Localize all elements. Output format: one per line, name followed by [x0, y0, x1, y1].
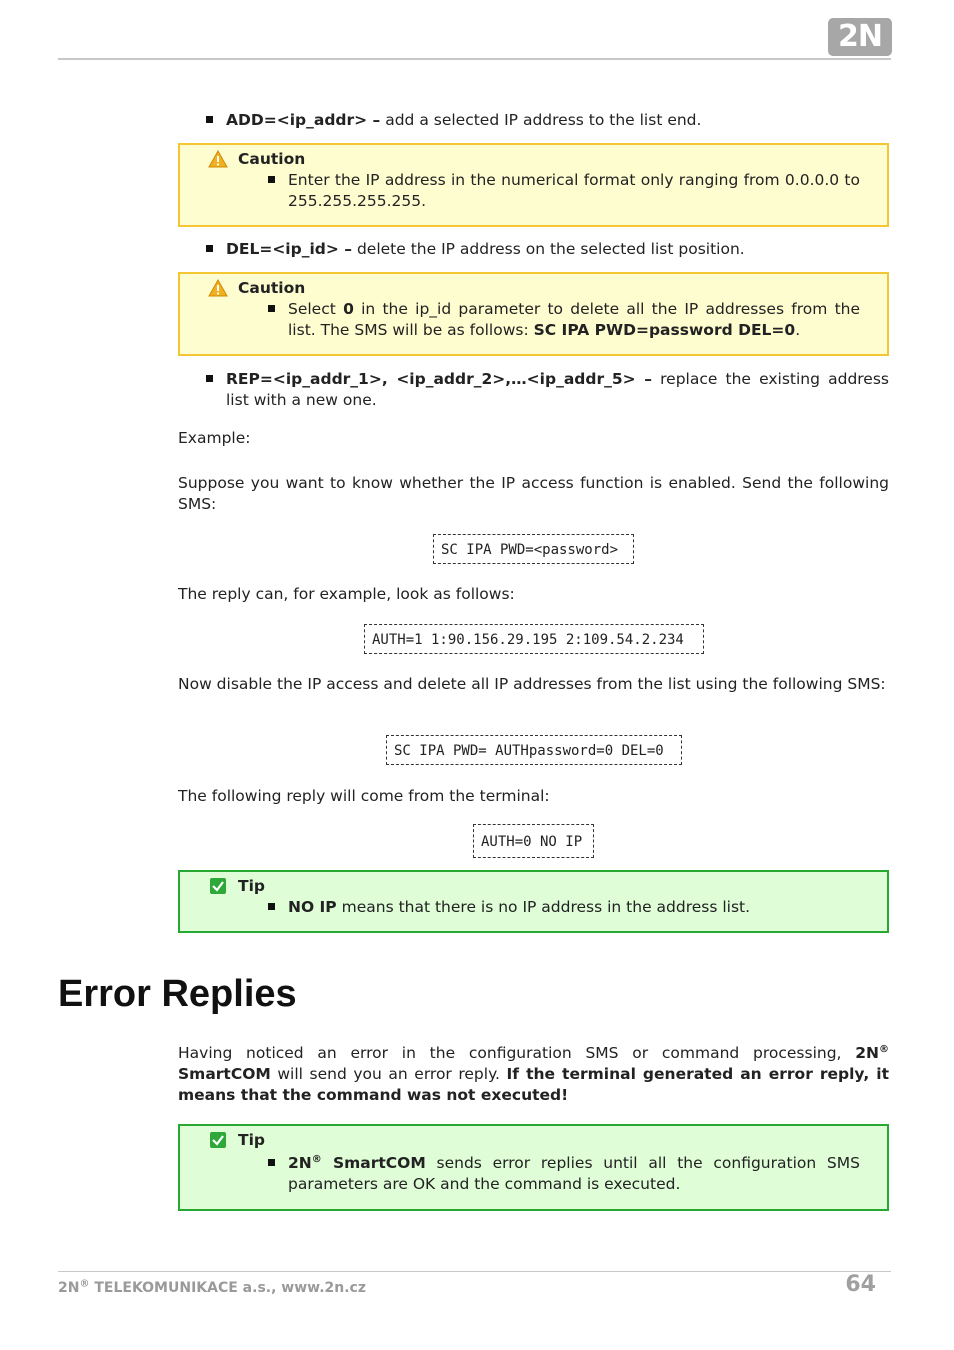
example-paragraph: The following reply will come from the terminal: — [178, 787, 550, 805]
caution-text: Select — [288, 300, 344, 318]
caution-title: Caution — [238, 150, 306, 168]
command-key: DEL=<ip_id> – — [226, 240, 353, 258]
bullet-square-icon — [206, 245, 213, 252]
bullet-square-icon — [268, 176, 275, 183]
code-block: AUTH=0 NO IP — [473, 824, 594, 858]
list-item-del — [206, 239, 889, 260]
tip-title: Tip — [238, 1131, 265, 1149]
command-description: delete the IP address on the selected list position. — [352, 240, 745, 258]
paragraph-text: Having noticed an error in the configuration SMS or command processing, — [178, 1044, 856, 1062]
caution-text: in the ip_id parameter to delete all the IP addresses from the list. The SMS will be as follows: — [288, 300, 860, 339]
company-info: TELEKOMUNIKACE a.s., www.2n.cz — [89, 1280, 366, 1296]
caution-box — [178, 272, 889, 356]
code-block: SC IPA PWD= AUTHpassword=0 DEL=0 — [386, 735, 682, 765]
paragraph-bold-text: If the terminal generated an error reply, it means that the command was not executed! — [178, 1065, 889, 1104]
tip-text: sends error replies until all the configuration SMS parameters are OK and the command is executed. — [288, 1154, 860, 1193]
command-description: replace the existing address list with a new one. — [226, 370, 889, 409]
caution-title: Caution — [238, 279, 306, 297]
tip-box — [178, 1124, 889, 1211]
registered-mark: ® — [879, 1043, 889, 1055]
example-label: Example: — [178, 429, 251, 447]
footer-company — [58, 1280, 366, 1296]
page-number: 64 — [845, 1272, 876, 1297]
checkmark-icon — [208, 877, 228, 895]
registered-mark: ® — [79, 1278, 90, 1290]
bullet-square-icon — [268, 903, 275, 910]
command-key: REP=<ip_addr_1>, <ip_addr_2>,…<ip_addr_5> – — [226, 370, 652, 388]
caution-item — [268, 170, 860, 212]
brand-name: 2N — [58, 1280, 80, 1296]
bullet-square-icon — [268, 305, 275, 312]
example-paragraph: The reply can, for example, look as follows: — [178, 585, 515, 603]
caution-text: Enter the IP address in the numerical format only ranging from 0.0.0.0 to 255.255.255.255. — [288, 171, 860, 210]
code-block: SC IPA PWD=<password> — [433, 534, 634, 564]
tip-title: Tip — [238, 877, 265, 895]
tip-text: means that there is no IP address in the address list. — [336, 898, 751, 916]
list-item-add — [206, 110, 889, 131]
tip-item — [268, 1153, 860, 1195]
example-paragraph: Suppose you want to know whether the IP access function is enabled. Send the following SMS: — [178, 474, 889, 513]
list-item-rep — [206, 369, 889, 411]
code-block: AUTH=1 1:90.156.29.195 2:109.54.2.234 — [364, 624, 704, 654]
caution-item — [268, 299, 860, 341]
product-name: SmartCOM — [178, 1065, 271, 1083]
checkmark-icon — [208, 1131, 228, 1149]
footer-divider — [58, 1271, 891, 1272]
tip-box — [178, 870, 889, 933]
brand-name: 2N — [855, 1044, 879, 1062]
paragraph-text: will send you an error reply. — [270, 1065, 507, 1083]
warning-icon — [208, 279, 228, 297]
section-paragraph — [178, 1043, 889, 1106]
bullet-square-icon — [268, 1159, 275, 1166]
tip-item — [268, 897, 860, 918]
header-divider — [58, 58, 891, 60]
caution-box — [178, 143, 889, 227]
registered-mark: ® — [311, 1153, 322, 1165]
caution-text: . — [795, 321, 801, 339]
caution-command: SC IPA PWD=password DEL=0 — [533, 321, 796, 339]
warning-icon — [208, 150, 228, 168]
brand-name: 2N — [288, 1154, 312, 1172]
example-paragraph: Now disable the IP access and delete all IP addresses from the list using the following SMS: — [178, 675, 886, 693]
command-description: add a selected IP address to the list end. — [380, 111, 702, 129]
bullet-square-icon — [206, 116, 213, 123]
bullet-square-icon — [206, 375, 213, 382]
tip-bold-term: NO IP — [288, 898, 337, 916]
caution-bold-value: 0 — [343, 300, 354, 318]
product-name: SmartCOM — [321, 1154, 426, 1172]
command-key: ADD=<ip_addr> – — [226, 111, 381, 129]
section-heading: Error Replies — [58, 973, 297, 1015]
company-logo: 2N — [828, 18, 892, 56]
